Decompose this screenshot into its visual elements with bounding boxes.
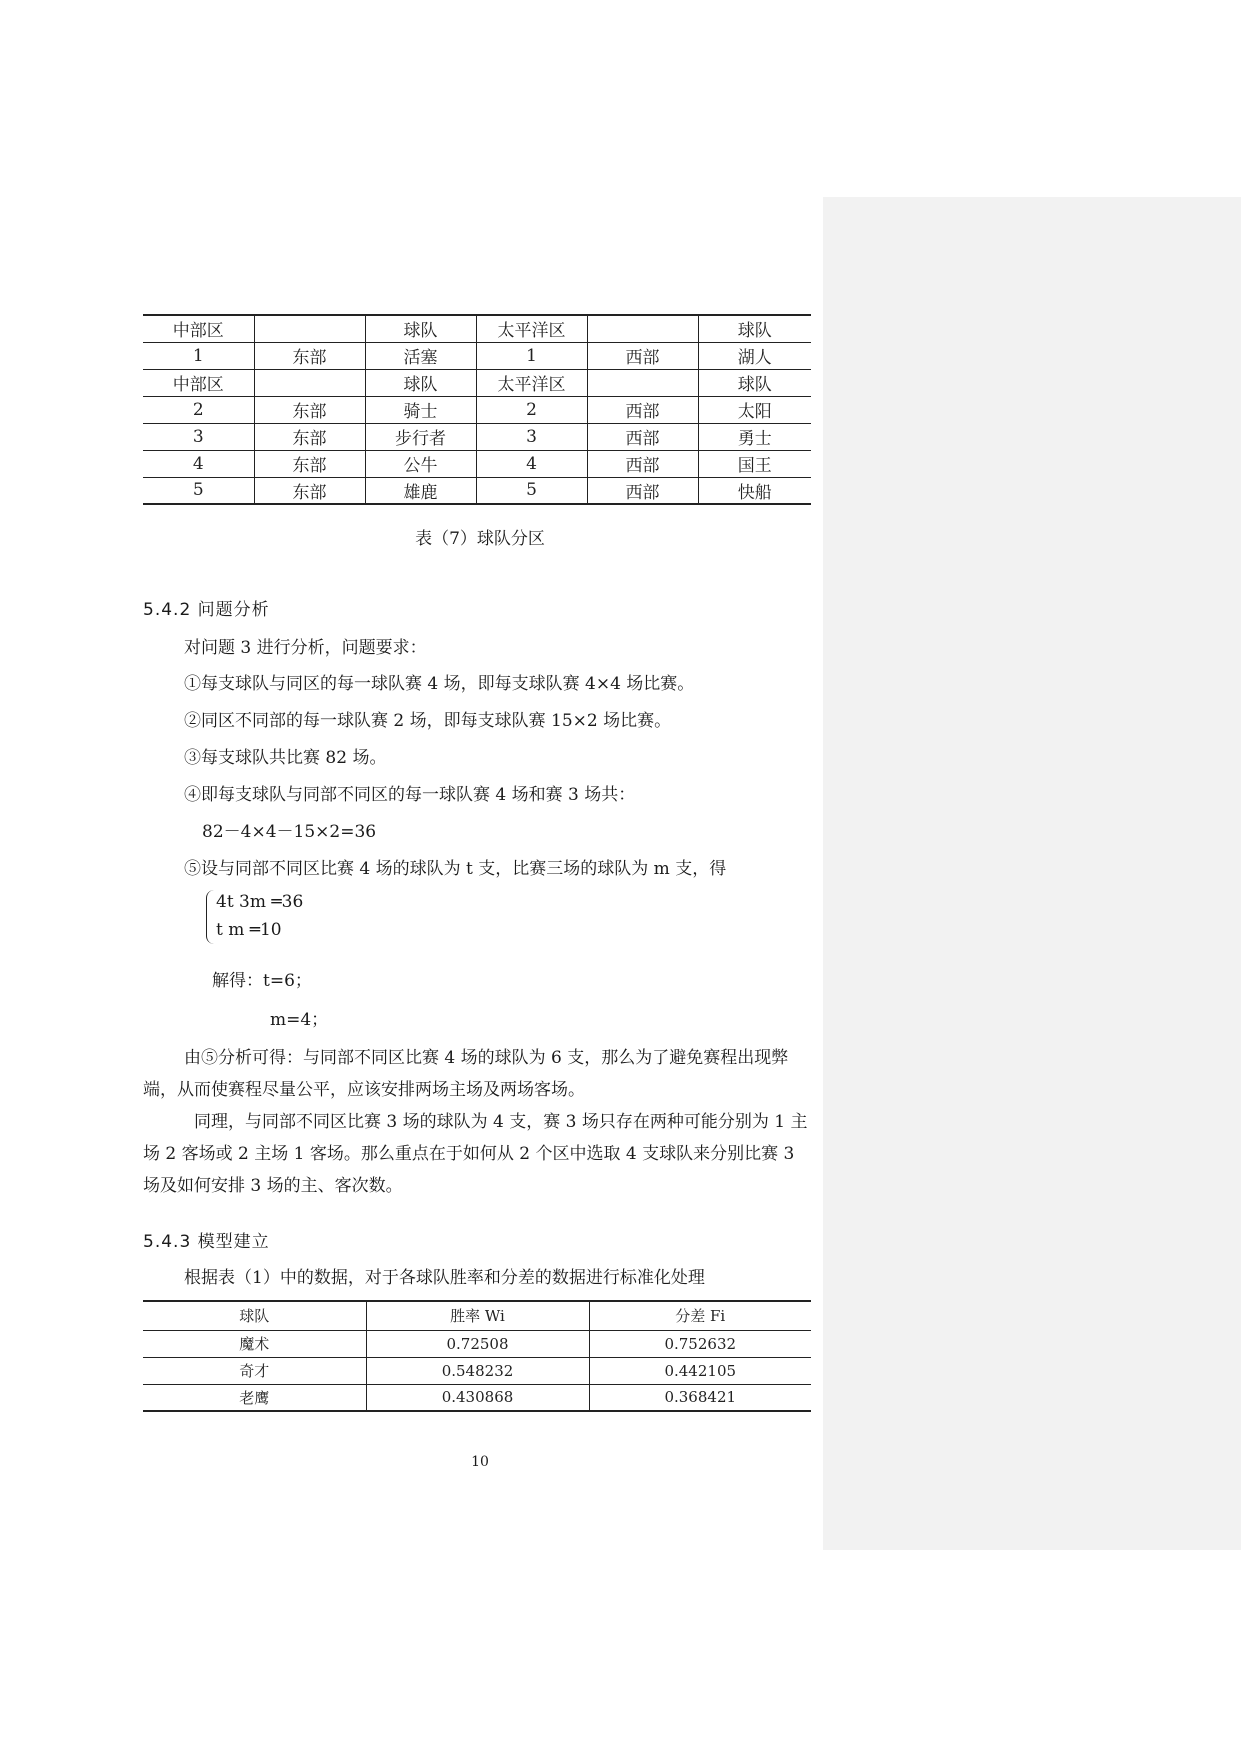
list-item-1: ①每支球队与同区的每一球队赛 4 场，即每支球队赛 4×4 场比赛。 — [184, 674, 695, 694]
table-cell: 太阳 — [698, 396, 811, 423]
table-cell: 东部 — [254, 396, 365, 423]
paragraph-543-intro: 根据表（1）中的数据，对于各球队胜率和分差的数据进行标准化处理 — [184, 1268, 705, 1288]
paragraph-intro: 对问题 3 进行分析，问题要求： — [184, 638, 427, 658]
table-cell: 太平洋区 — [476, 369, 587, 396]
table-row — [143, 1384, 811, 1411]
table-cell: 奇才 — [143, 1357, 366, 1384]
table-cell: 快船 — [698, 477, 811, 504]
table-cell: 0.368421 — [589, 1384, 811, 1411]
table-cell: 西部 — [587, 342, 698, 369]
conclusion-paragraph-1: 由⑤分析可得：与同部不同区比赛 4 场的球队为 6 支，那么为了避免赛程出现弊端，从而使赛程尽量公平，应该安排两场主场及两场客场。 — [143, 1048, 789, 1100]
table-row — [143, 450, 811, 477]
table-cell: 太平洋区 — [476, 315, 587, 342]
table-cell: 0.430868 — [366, 1384, 589, 1411]
table-cell: 湖人 — [698, 342, 811, 369]
table-cell: 5 — [476, 477, 587, 504]
table-row — [143, 1330, 811, 1357]
table-cell: 中部区 — [143, 369, 254, 396]
list-item-5: ⑤设与同部不同区比赛 4 场的球队为 t 支，比赛三场的球队为 m 支，得 — [184, 859, 727, 879]
table-row — [143, 477, 811, 504]
standardization-table — [143, 1300, 811, 1412]
table-cell: 西部 — [587, 477, 698, 504]
table-cell: 2 — [476, 396, 587, 423]
table-row — [143, 315, 811, 342]
table-cell: 0.548232 — [366, 1357, 589, 1384]
table-cell: 球队 — [698, 369, 811, 396]
column-header: 球队 — [143, 1301, 366, 1330]
column-header: 胜率 Wi — [366, 1301, 589, 1330]
table-cell: 0.752632 — [589, 1330, 811, 1357]
calculation: 82－4×4－15×2=36 — [202, 822, 377, 842]
solution-m: m=4； — [270, 1010, 329, 1030]
table-cell: 骑士 — [365, 396, 476, 423]
table-cell: 勇士 — [698, 423, 811, 450]
page-number: 10 — [471, 1454, 489, 1470]
table-cell: 雄鹿 — [365, 477, 476, 504]
table-cell: 东部 — [254, 423, 365, 450]
table-cell: 球队 — [365, 315, 476, 342]
equation-system — [206, 890, 326, 950]
table-cell: 0.72508 — [366, 1330, 589, 1357]
table-cell: 1 — [476, 342, 587, 369]
table-cell: 1 — [143, 342, 254, 369]
column-header: 分差 Fi — [589, 1301, 811, 1330]
table-header-row — [143, 1301, 811, 1330]
equation-1: 4t 3m ═36 — [216, 892, 304, 912]
table-cell: 西部 — [587, 423, 698, 450]
table-row — [143, 1357, 811, 1384]
section-heading-542: 5.4.2 问题分析 — [143, 600, 270, 620]
table-cell: 活塞 — [365, 342, 476, 369]
table-cell — [587, 369, 698, 396]
conclusion-paragraph-2: 同理，与同部不同区比赛 3 场的球队为 4 支，赛 3 场只存在两种可能分别为 1 主场 2 客场或 2 主场 1 客场。那么重点在于如何从 2 个区中选取 4 支球队来分别比赛 3 场及如何安排 3 场的主、客次数。 — [143, 1112, 808, 1196]
list-item-3: ③每支球队共比赛 82 场。 — [184, 748, 387, 768]
list-item-2: ②同区不同部的每一球队赛 2 场，即每支球队赛 15×2 场比赛。 — [184, 711, 672, 731]
table-cell: 4 — [143, 450, 254, 477]
table-cell: 2 — [143, 396, 254, 423]
table-cell — [254, 315, 365, 342]
table-cell — [254, 369, 365, 396]
table-cell: 4 — [476, 450, 587, 477]
table-cell: 东部 — [254, 477, 365, 504]
table-cell: 步行者 — [365, 423, 476, 450]
table-cell: 东部 — [254, 450, 365, 477]
table-row — [143, 396, 811, 423]
table-cell: 魔术 — [143, 1330, 366, 1357]
table-row — [143, 423, 811, 450]
table-cell: 球队 — [365, 369, 476, 396]
table-cell: 西部 — [587, 450, 698, 477]
comment-pane — [823, 197, 1241, 1550]
list-item-4: ④即每支球队与同部不同区的每一球队赛 4 场和赛 3 场共： — [184, 785, 636, 805]
brace-icon — [206, 890, 215, 944]
table-cell: 3 — [476, 423, 587, 450]
table-7 — [143, 314, 811, 505]
equation-2: t m ═10 — [216, 920, 282, 940]
table-row — [143, 342, 811, 369]
table-7-caption: 表（7）球队分区 — [415, 529, 545, 549]
table-cell: 中部区 — [143, 315, 254, 342]
table-cell: 国王 — [698, 450, 811, 477]
table-cell: 5 — [143, 477, 254, 504]
table-cell: 东部 — [254, 342, 365, 369]
table-cell: 0.442105 — [589, 1357, 811, 1384]
table-cell: 球队 — [698, 315, 811, 342]
table-cell: 公牛 — [365, 450, 476, 477]
solution-label: 解得：t=6； — [212, 971, 312, 991]
section-heading-543: 5.4.3 模型建立 — [143, 1232, 270, 1252]
table-cell: 西部 — [587, 396, 698, 423]
table-row — [143, 369, 811, 396]
table-cell — [587, 315, 698, 342]
table-cell: 老鹰 — [143, 1384, 366, 1411]
table-cell: 3 — [143, 423, 254, 450]
